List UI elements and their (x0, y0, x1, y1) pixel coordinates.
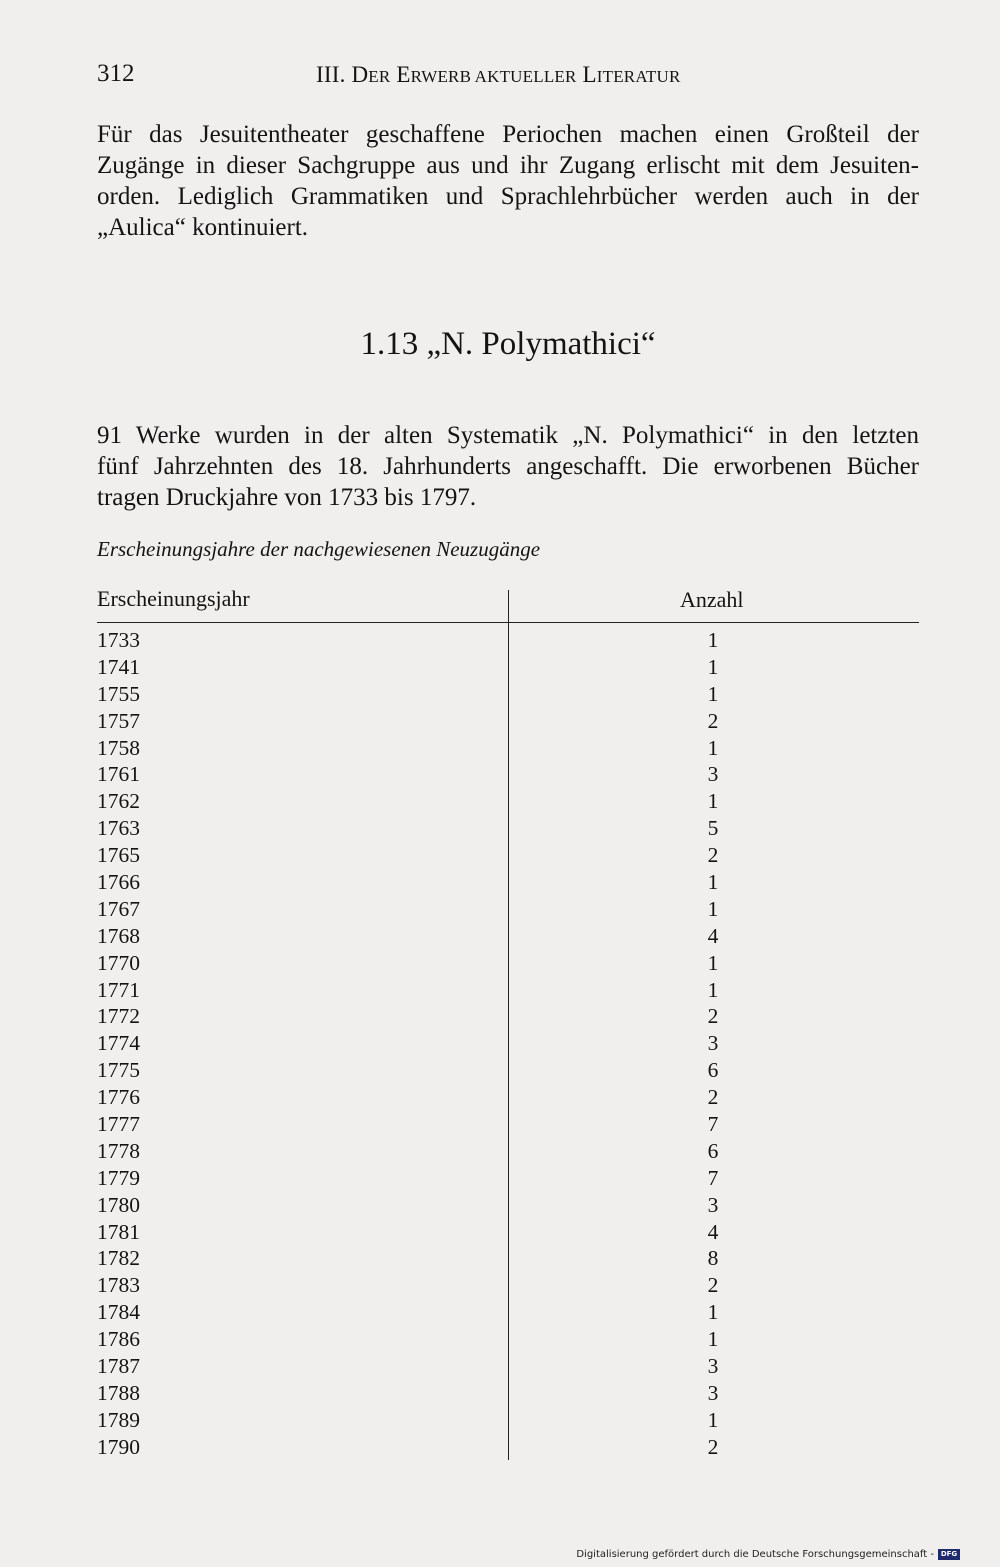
cell-count: 3 (707, 1031, 719, 1056)
cell-year: 1762 (97, 789, 140, 814)
funding-note: Digitalisierung gefördert durch die Deutsche Forschungsgemeinschaft - (576, 1549, 934, 1560)
cell-count: 1 (707, 1327, 719, 1352)
text-line: orden. Lediglich Grammatiken und Sprachlehrbücher werden auch in der (97, 183, 919, 210)
cell-count: 2 (707, 708, 719, 733)
cell-count: 7 (707, 1112, 719, 1137)
cell-count: 2 (707, 843, 719, 868)
running-head (316, 62, 681, 88)
cell-count: 1 (707, 950, 719, 975)
cell-count: 2 (707, 1004, 719, 1029)
cell-year: 1772 (97, 1004, 140, 1029)
cell-year: 1783 (97, 1273, 140, 1298)
cell-count: 4 (707, 1219, 719, 1244)
section-paragraph (97, 420, 919, 513)
text-line: „Aulica“ kontinuiert. (97, 214, 309, 241)
cell-year: 1733 (97, 628, 140, 652)
table-row (97, 735, 919, 762)
data-table (97, 584, 919, 1461)
table-row (97, 761, 919, 788)
text-line: tragen Druckjahre von 1733 bis 1797. (97, 484, 477, 511)
table-row (97, 1299, 919, 1326)
cell-year: 1770 (97, 950, 140, 975)
cell-count: 6 (707, 1058, 719, 1083)
table-row (97, 977, 919, 1004)
cell-count: 3 (707, 1192, 719, 1217)
cell-count: 2 (707, 1434, 719, 1459)
cell-year: 1789 (97, 1407, 140, 1432)
cell-year: 1790 (97, 1434, 140, 1459)
funding-footer (576, 1549, 960, 1560)
table-row (97, 627, 919, 654)
cell-count: 5 (707, 816, 719, 841)
cell-year: 1741 (97, 654, 140, 679)
column-header-year: Erscheinungsjahr (97, 586, 250, 611)
cell-count: 1 (707, 735, 719, 760)
table-row (97, 681, 919, 708)
cell-year: 1781 (97, 1219, 140, 1244)
cell-year: 1775 (97, 1058, 140, 1083)
cell-count: 4 (707, 923, 719, 948)
cell-year: 1763 (97, 816, 140, 841)
table-row (97, 1084, 919, 1111)
cell-year: 1755 (97, 681, 140, 706)
table-row (97, 1407, 919, 1434)
table-row (97, 1165, 919, 1192)
cell-count: 8 (707, 1246, 719, 1271)
cell-year: 1761 (97, 762, 140, 787)
table-row (97, 708, 919, 735)
column-header-count: Anzahl (680, 587, 744, 612)
intro-paragraph (97, 119, 919, 243)
table-row (97, 1326, 919, 1353)
cell-year: 1787 (97, 1354, 140, 1379)
cell-year: 1777 (97, 1112, 140, 1137)
running-head-part: E (390, 62, 411, 87)
running-head-part: RWERB AKTUELLER (410, 67, 577, 86)
table-row (97, 815, 919, 842)
cell-count: 3 (707, 1354, 719, 1379)
table-row (97, 1380, 919, 1407)
table-row (97, 1192, 919, 1219)
cell-count: 1 (707, 789, 719, 814)
table-row (97, 654, 919, 681)
table-row (97, 1353, 919, 1380)
page-number: 312 (97, 60, 135, 87)
table-row (97, 1219, 919, 1246)
text-line: fünf Jahrzehnten des 18. Jahrhunderts angeschafft. Die erworbenen Bücher (97, 453, 919, 480)
table-row (97, 1434, 919, 1461)
cell-year: 1780 (97, 1192, 140, 1217)
cell-count: 1 (707, 1407, 719, 1432)
table-row (97, 1030, 919, 1057)
table-row (97, 896, 919, 923)
cell-year: 1778 (97, 1138, 140, 1163)
dfg-logo: DFG (938, 1549, 960, 1560)
section-heading: 1.13 „N. Polymathici“ (360, 326, 656, 362)
cell-count: 2 (707, 1273, 719, 1298)
cell-year: 1782 (97, 1246, 140, 1271)
cell-year: 1779 (97, 1165, 140, 1190)
table-caption: Erscheinungsjahre der nachgewiesenen Neuzugänge (97, 537, 541, 561)
table-row (97, 1245, 919, 1272)
table-row (97, 1057, 919, 1084)
table-row (97, 1272, 919, 1299)
cell-year: 1766 (97, 870, 140, 895)
cell-count: 7 (707, 1165, 719, 1190)
cell-year: 1767 (97, 896, 140, 921)
cell-count: 6 (707, 1138, 719, 1163)
cell-year: 1786 (97, 1327, 140, 1352)
table-row (97, 1111, 919, 1138)
cell-year: 1776 (97, 1085, 140, 1110)
cell-count: 3 (707, 1380, 719, 1405)
cell-year: 1771 (97, 977, 140, 1002)
cell-count: 3 (707, 762, 719, 787)
cell-year: 1758 (97, 735, 140, 760)
running-head-part: III. D (316, 62, 369, 87)
cell-count: 1 (707, 896, 719, 921)
table-row (97, 1003, 919, 1030)
cell-count: 1 (707, 1300, 719, 1325)
cell-count: 1 (707, 977, 719, 1002)
cell-count: 1 (707, 681, 719, 706)
table-row (97, 950, 919, 977)
running-head-part: ITERATUR (596, 67, 681, 86)
text-line: Zugänge in dieser Sachgruppe aus und ihr Zugang erlischt mit dem Jesuiten- (97, 152, 919, 179)
cell-count: 1 (707, 654, 719, 679)
running-head-part: L (576, 62, 597, 87)
cell-year: 1757 (97, 708, 140, 733)
table-row (97, 923, 919, 950)
table-row (97, 842, 919, 869)
cell-count: 1 (707, 870, 719, 895)
text-line: 91 Werke wurden in der alten Systematik „N. Polymathici“ in den letzten (97, 422, 919, 449)
cell-count: 1 (707, 628, 719, 652)
table-row (97, 788, 919, 815)
table-row (97, 1138, 919, 1165)
table-row (97, 869, 919, 896)
cell-year: 1768 (97, 923, 140, 948)
text-line: Für das Jesuitentheater geschaffene Periochen machen einen Großteil der (97, 121, 919, 148)
cell-year: 1784 (97, 1300, 140, 1325)
cell-year: 1774 (97, 1031, 140, 1056)
cell-year: 1788 (97, 1380, 140, 1405)
cell-count: 2 (707, 1085, 719, 1110)
cell-year: 1765 (97, 843, 140, 868)
running-head-part: ER (368, 67, 391, 86)
table-body (97, 623, 919, 1461)
